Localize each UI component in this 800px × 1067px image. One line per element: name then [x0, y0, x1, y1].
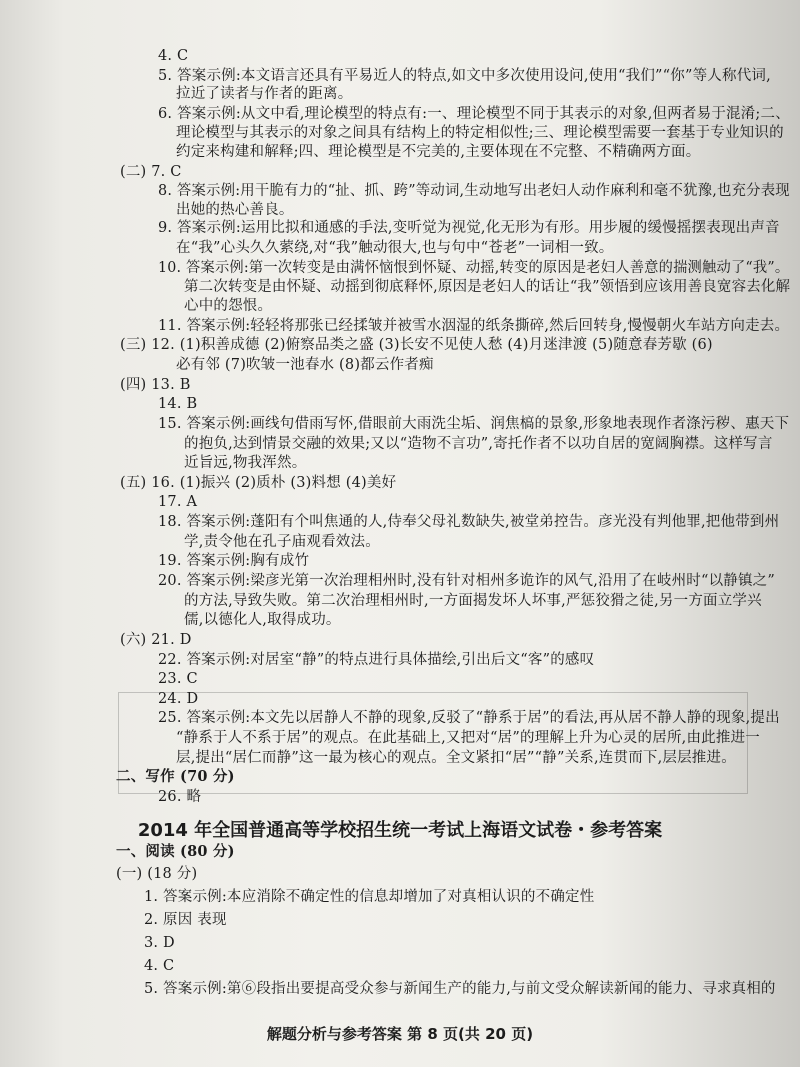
answer-22: 22. 答案示例:对居室“静”的特点进行具体描绘,引出后文“客”的感叹: [158, 652, 595, 668]
answer-15-cont: 近旨远,物我浑然。: [184, 455, 307, 471]
answer-12: (三) 12. (1)积善成德 (2)俯察品类之盛 (3)长安不见使人愁 (4)月迷津渡 (5)随意春芳歇 (6): [120, 337, 713, 353]
answer-7: (二) 7. C: [120, 164, 182, 180]
answer-24: 24. D: [158, 691, 199, 707]
answer-25-cont: “静系于人不系于居”的观点。在此基础上,又把对“居”的理解上升为心灵的居所,由此推进一: [176, 730, 760, 746]
answer-10: 10. 答案示例:第一次转变是由满怀恼恨到怀疑、动摇,转变的原因是老妇人善意的揣测触动了“我”。: [158, 260, 790, 276]
answer-26: 26. 略: [158, 789, 202, 805]
answer-9: 9. 答案示例:运用比拟和通感的手法,变听觉为视觉,化无形为有形。用步履的缓慢摇摆表现出声音: [158, 220, 780, 236]
answer-11: 11. 答案示例:轻轻将那张已经揉皱并被雪水洇湿的纸条撕碎,然后回转身,慢慢朝火车站方向走去。: [158, 318, 790, 334]
answer-18: 18. 答案示例:蓬阳有个叫焦通的人,侍奉父母礼数缺失,被堂弟控告。彦光没有判他罪,把他带到州: [158, 514, 780, 530]
p2-answer-2: 2. 原因 表现: [144, 912, 227, 928]
exam-title: 2014 年全国普通高等学校招生统一考试上海语文试卷・参考答案: [137, 820, 663, 841]
answer-25-cont: 层,提出“居仁而静”这一最为核心的观点。全文紧扣“居”“静”关系,连贯而下,层层推进。: [176, 750, 736, 766]
answer-20-cont: 儒,以德化人,取得成功。: [184, 612, 341, 628]
answer-16: (五) 16. (1)振兴 (2)质朴 (3)料想 (4)美好: [120, 475, 397, 491]
answer-18-cont: 学,责令他在孔子庙观看效法。: [184, 534, 380, 550]
answer-9-cont: 在“我”心头久久萦绕,对“我”触动很大,也与句中“苍老”一词相一致。: [176, 240, 614, 256]
answer-23: 23. C: [158, 671, 198, 687]
answer-4: 4. C: [158, 48, 189, 64]
answer-6-cont: 理论模型与其表示的对象之间具有结构上的特定相似性;三、理论模型需要一套基于专业知识的: [176, 125, 784, 141]
p2-answer-1: 1. 答案示例:本应消除不确定性的信息却增加了对真相认识的不确定性: [144, 889, 595, 905]
page-footer: 解题分析与参考答案 第 8 页(共 20 页): [266, 1025, 534, 1043]
answer-17: 17. A: [158, 494, 198, 510]
answer-14: 14. B: [158, 396, 198, 412]
answer-25: 25. 答案示例:本文先以居静人不静的现象,反驳了“静系于居”的看法,再从居不静人静的现象,提出: [158, 710, 780, 726]
p2-answer-4: 4. C: [144, 958, 175, 974]
answer-5: 5. 答案示例:本文语言还具有平易近人的特点,如文中多次使用设问,使用“我们”“你”等人称代词,: [158, 68, 771, 84]
answer-12-cont: 必有邻 (7)吹皱一池春水 (8)都云作者痴: [176, 357, 434, 373]
answer-20: 20. 答案示例:梁彦光第一次治理相州时,没有针对相州多诡诈的风气,沿用了在岐州时“以静镇之”: [158, 573, 775, 589]
section-reading: 一、阅读 (80 分): [116, 843, 235, 860]
answer-15-cont: 的抱负,达到情景交融的效果;又以“造物不言功”,寄托作者不以功自居的宽阔胸襟。这样写言: [184, 436, 773, 452]
answer-6-cont: 约定来构建和解释;四、理论模型是不完美的,主要体现在不完整、不精确两方面。: [176, 144, 701, 160]
answer-6: 6. 答案示例:从文中看,理论模型的特点有:一、理论模型不同于其表示的对象,但两者易于混淆;二、: [158, 106, 790, 122]
section-writing: 二、写作 (70 分): [116, 768, 235, 785]
answer-10-cont: 心中的怨恨。: [184, 298, 273, 314]
p2-answer-3: 3. D: [144, 935, 175, 951]
answer-19: 19. 答案示例:胸有成竹: [158, 553, 310, 569]
answer-10-cont: 第二次转变是由怀疑、动摇到彻底释怀,原因是老妇人的话让“我”领悟到应该用善良宽容去化解: [184, 279, 791, 295]
answer-15: 15. 答案示例:画线句借雨写怀,借眼前大雨洗尘垢、润焦槁的景象,形象地表现作者涤污秽、惠天下: [158, 416, 790, 432]
answer-21: (六) 21. D: [120, 632, 192, 648]
answer-20-cont: 的方法,导致失败。第二次治理相州时,一方面揭发坏人坏事,严惩狡猾之徒,另一方面立学兴: [184, 593, 762, 609]
answer-8: 8. 答案示例:用干脆有力的“扯、抓、跨”等动词,生动地写出老妇人动作麻利和毫不犹豫,也充分表现: [158, 183, 790, 199]
subsection-1: (一) (18 分): [116, 866, 198, 882]
answer-5-cont: 拉近了读者与作者的距离。: [176, 86, 353, 102]
answer-13: (四) 13. B: [120, 377, 191, 393]
p2-answer-5: 5. 答案示例:第⑥段指出要提高受众参与新闻生产的能力,与前文受众解读新闻的能力、寻求真相的: [144, 981, 776, 997]
answer-8-cont: 出她的热心善良。: [176, 202, 294, 218]
